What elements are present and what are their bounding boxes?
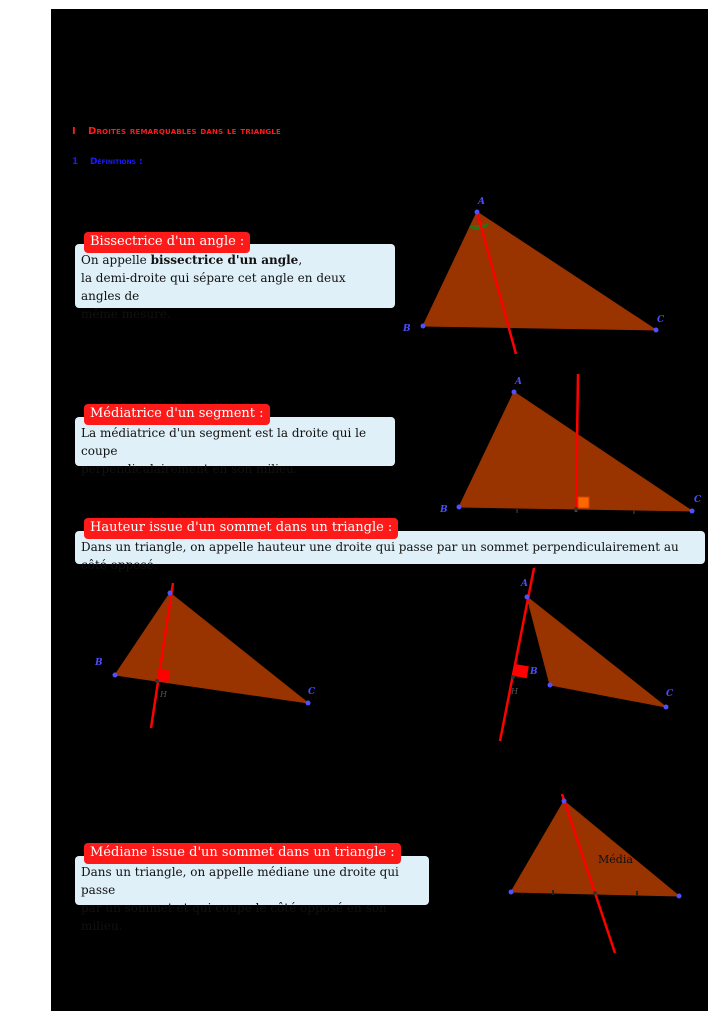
- point-C-label: C: [694, 495, 702, 505]
- hauteur-figure-obtuse: [500, 568, 674, 741]
- point-H-label: H: [160, 690, 167, 699]
- mediatrice-tag: Médiatrice d'un segment :: [84, 404, 270, 425]
- mediatrice-figure: [439, 374, 702, 515]
- point-B-label: B: [440, 505, 448, 515]
- mediane-definition: Dans un triangle, on appelle médiane une droite qui passe par un sommet et qui coupe le côté opposé en son milieu.: [75, 856, 429, 905]
- subsection-heading: 1 Définitions :: [72, 157, 143, 167]
- point-B-label: B: [530, 667, 538, 677]
- point-A-label: A: [521, 579, 528, 589]
- mediane-tag: Médiane issue d'un sommet dans un triangle :: [84, 843, 401, 864]
- bissectrice-figure: [402, 197, 665, 354]
- point-A-label: A: [515, 377, 522, 387]
- mediatrice-definition: La médiatrice d'un segment est la droite qui le coupe perpendiculairement en son milieu.: [75, 417, 395, 466]
- hauteur-figure-acute: [94, 583, 316, 728]
- mediane-figure: [509, 794, 682, 953]
- hauteur-tag: Hauteur issue d'un sommet dans un triangle :: [84, 518, 398, 539]
- section-heading: I Droites remarquables dans le triangle: [72, 126, 281, 137]
- point-B-label: B: [95, 658, 103, 668]
- point-H-label: H: [511, 687, 518, 696]
- bissectrice-definition: On appelle bissectrice d'un angle, la demi-droite qui sépare cet angle en deux angles de même mesure.: [75, 244, 395, 308]
- bissectrice-tag: Bissectrice d'un angle :: [84, 232, 250, 253]
- mediane-label: Média: [598, 853, 633, 866]
- point-C-label: C: [308, 687, 316, 697]
- hauteur-definition: Dans un triangle, on appelle hauteur une droite qui passe par un sommet perpendiculairement au côté opposé.: [75, 531, 705, 564]
- point-C-label: C: [657, 315, 665, 325]
- point-A-label: A: [478, 197, 485, 207]
- point-C-label: C: [666, 689, 674, 699]
- point-B-label: B: [403, 324, 411, 334]
